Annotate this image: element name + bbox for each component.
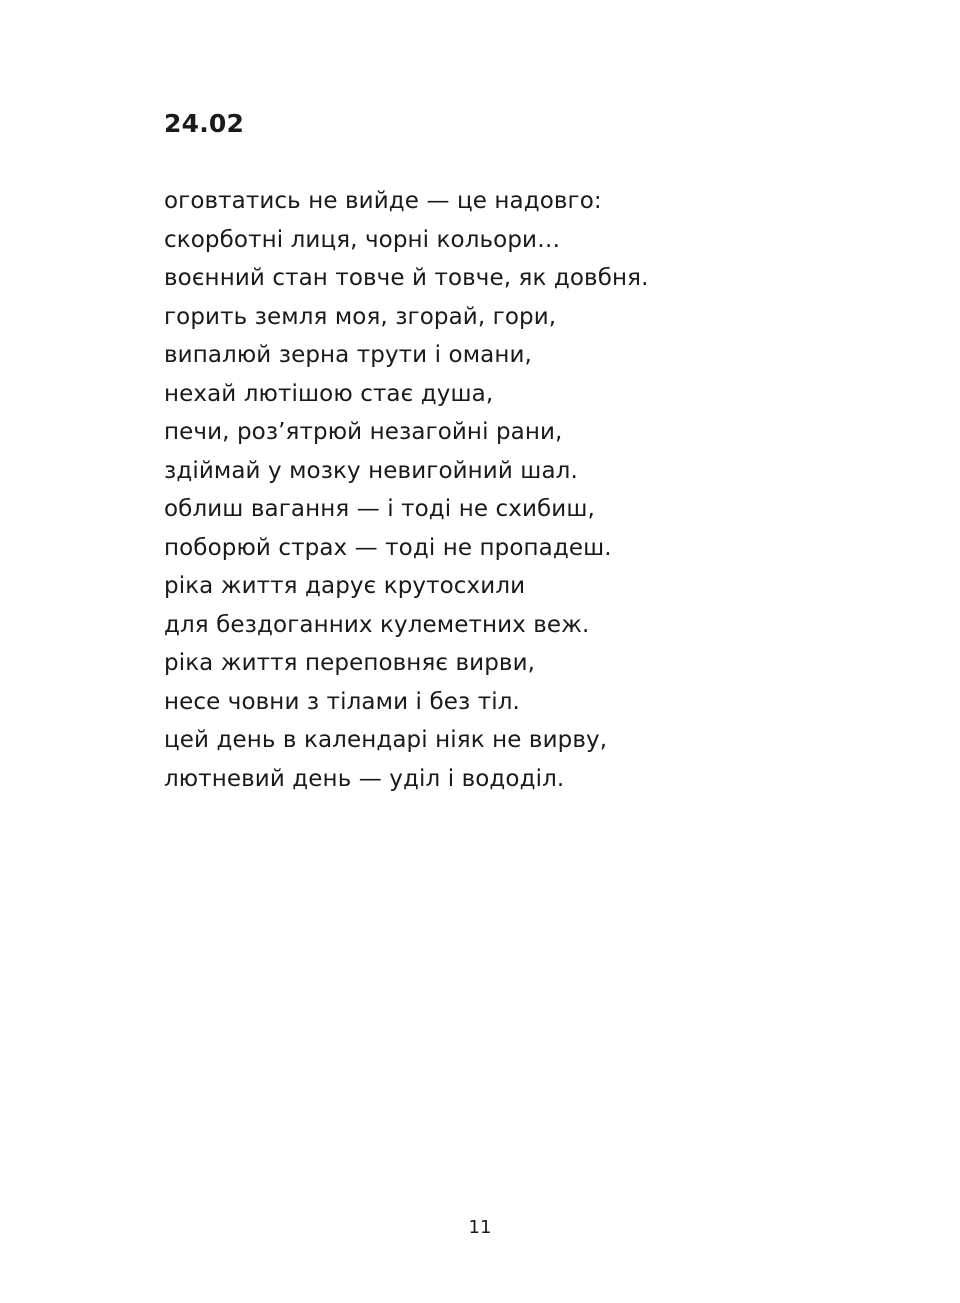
poem-line: печи, роз’ятрюй незагойні рани, (164, 419, 563, 445)
poem-line: воєнний стан товче й товче, як довбня. (164, 265, 649, 291)
poem-line: ріка життя переповняє вирви, (164, 650, 536, 676)
poem-line: ріка життя дарує крутосхили (164, 573, 526, 599)
poem-line: для бездоганних кулеметних веж. (164, 611, 590, 638)
poem-line: випалюй зерна трути і омани, (164, 342, 532, 368)
poem-line: скорботні лиця, чорні кольори… (164, 226, 561, 253)
poem-line: цей день в календарі ніяк не вирву, (164, 727, 608, 753)
page-number: 11 (468, 1217, 492, 1238)
poem-line: несе човни з тілами і без тіл. (164, 688, 520, 715)
poem-line: облиш вагання — і тоді не схибиш, (164, 496, 595, 522)
poem-line: нехай лютішою стає душа, (164, 380, 494, 407)
poem-line: здіймай у мозку невигойний шал. (164, 457, 578, 484)
poem-line: оговтатись не вийде — це надовго: (164, 188, 602, 214)
poem-title: 24.02 (164, 109, 245, 138)
poem-line: поборюй страх — тоді не пропадеш. (164, 534, 612, 561)
poem-body (164, 182, 884, 798)
poem-line: горить земля моя, згорай, гори, (164, 303, 557, 330)
poem-line: лютневий день — уділ і вододіл. (164, 765, 565, 792)
